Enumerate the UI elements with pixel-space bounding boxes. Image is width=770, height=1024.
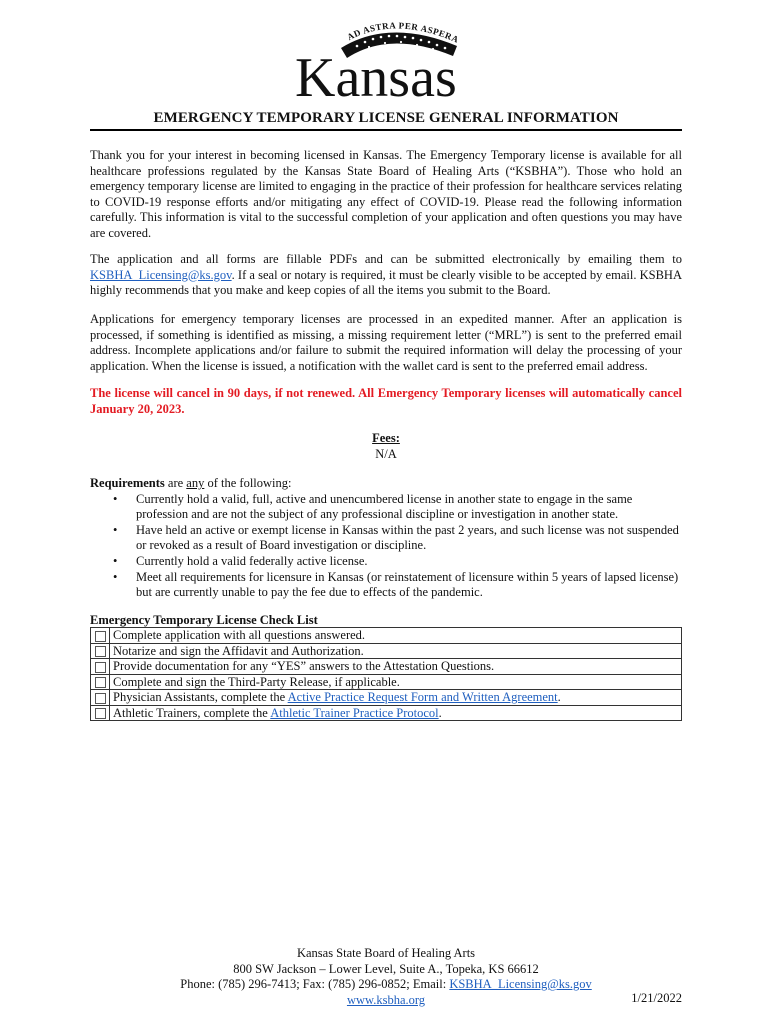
checklist-checkbox-cell	[91, 643, 110, 659]
processing-text: Applications for emergency temporary licenses are processed in an expedited manner. After an application is processed, if something is identified as missing, a missing requirement letter (“MRL”) is sent to the preferred email address. Incomplete applications and/or failure to submit the required information will delay the processing of your application. When the license is issued, a notification with the wallet card is sent to the preferred email address.	[90, 312, 682, 373]
fees-section	[90, 431, 682, 462]
footer-email-link[interactable]: KSBHA_Licensing@ks.gov	[449, 977, 592, 992]
footer-contact	[90, 977, 682, 993]
requirements-section	[90, 476, 682, 601]
checklist-item-text: Notarize and sign the Affidavit and Authorization.	[110, 643, 682, 659]
checklist-item-period: .	[557, 690, 561, 705]
checklist-checkbox-cell	[91, 674, 110, 690]
footer-address: 800 SW Jackson – Lower Level, Suite A., Topeka, KS 66612	[233, 961, 539, 976]
logo-wordmark: Kansas	[295, 47, 457, 100]
document-date: 1/21/2022	[631, 991, 682, 1005]
checklist-item-text: Provide documentation for any “YES” answers to the Attestation Questions.	[110, 659, 682, 675]
requirements-connector: are	[164, 476, 187, 490]
checklist-item	[110, 705, 682, 721]
footer-contact-text: Phone: (785) 296-7413; Fax: (785) 296-0852; Email:	[180, 977, 450, 992]
requirement-item: • Currently hold a valid federally active license.	[136, 554, 682, 570]
checkbox[interactable]	[95, 708, 106, 719]
checklist-item-text: Physician Assistants, complete the	[113, 690, 288, 705]
checklist-row	[91, 628, 682, 644]
requirement-item: • Meet all requirements for licensure in Kansas (or reinstatement of licensure within 5 years of lapsed license) but are currently unable to pay the fee due to effects of the pandemic.	[136, 570, 682, 601]
checklist-checkbox-cell	[91, 705, 110, 721]
requirements-end: of the following:	[204, 476, 292, 490]
intro-text: Thank you for your interest in becoming licensed in Kansas. The Emergency Temporary license is available for all healthcare professions regulated by the Kansas State Board of Healing Arts (“KSBHA”). Those who hold an emergency temporary license are limited to engaging in the practice of their profession for healthcare services relating to COVID-19 response efforts and/or mitigating any effect of COVID-19. Please read the following information carefully. This information is vital to the successful completion of your application and often questions you may have are covered.	[90, 148, 682, 240]
checklist-row	[91, 705, 682, 721]
checkbox[interactable]	[95, 677, 106, 688]
licensing-email-link[interactable]: KSBHA_Licensing@ks.gov	[90, 267, 232, 282]
checklist-item-period: .	[438, 705, 442, 720]
checklist-checkbox-cell	[91, 628, 110, 644]
intro-paragraph	[90, 148, 682, 242]
checklist-row	[91, 690, 682, 706]
fees-heading: Fees:	[372, 431, 400, 445]
checklist-item-text: Complete and sign the Third-Party Release, if applicable.	[110, 674, 682, 690]
requirements-list	[90, 492, 682, 601]
requirement-item: • Currently hold a valid, full, active and unencumbered license in another state to engage in the same profession and are not the subject of any professional discipline or investigation in another state.	[136, 492, 682, 523]
checklist-item-text: Complete application with all questions answered.	[110, 628, 682, 644]
checklist-item	[110, 690, 682, 706]
checklist-row	[91, 643, 682, 659]
footer-org: Kansas State Board of Healing Arts	[296, 946, 476, 960]
checkbox[interactable]	[95, 631, 106, 642]
checklist-row	[91, 659, 682, 675]
checklist-title: Emergency Temporary License Check List	[90, 613, 318, 627]
logo-motto: AD ASTRA PER ASPERA	[345, 20, 461, 45]
checkbox[interactable]	[95, 646, 106, 657]
application-text-after: . If a seal or notary is required, it must be clearly visible to be accepted by email. KSBHA highly recommends that you make and keep copies of all the items you submit to the Board.	[90, 267, 682, 298]
fees-value: N/A	[375, 446, 397, 461]
footer	[90, 946, 682, 1008]
checkbox[interactable]	[95, 662, 106, 673]
title-divider	[90, 129, 682, 131]
application-paragraph	[90, 252, 682, 299]
warning-text: The license will cancel in 90 days, if not renewed. All Emergency Temporary licenses will automatically cancel January 20, 2023.	[90, 386, 682, 416]
checklist-checkbox-cell	[91, 690, 110, 706]
document-title: EMERGENCY TEMPORARY LICENSE GENERAL INFORMATION	[153, 110, 619, 126]
checklist-table	[90, 627, 682, 721]
requirements-heading	[90, 476, 682, 492]
checkbox[interactable]	[95, 693, 106, 704]
checklist-checkbox-cell	[91, 659, 110, 675]
requirements-label: Requirements	[90, 476, 165, 490]
application-text-before: The application and all forms are fillable PDFs and can be submitted electronically by emailing them to	[90, 252, 682, 266]
athletic-trainer-protocol-link[interactable]: Athletic Trainer Practice Protocol	[270, 705, 439, 720]
checklist-item-text: Athletic Trainers, complete the	[113, 705, 271, 720]
website-link[interactable]: www.ksbha.org	[346, 992, 426, 1007]
processing-paragraph	[90, 312, 682, 374]
requirement-item: • Have held an active or exempt license in Kansas within the past 2 years, and such license was not suspended or revoked as a result of Board investigation or discipline.	[136, 523, 682, 554]
active-practice-request-form-link[interactable]: Active Practice Request Form and Written Agreement	[287, 690, 558, 705]
kansas-logo	[295, 18, 480, 100]
requirements-any: any	[186, 476, 205, 490]
cancellation-warning	[90, 386, 682, 417]
checklist-row	[91, 674, 682, 690]
